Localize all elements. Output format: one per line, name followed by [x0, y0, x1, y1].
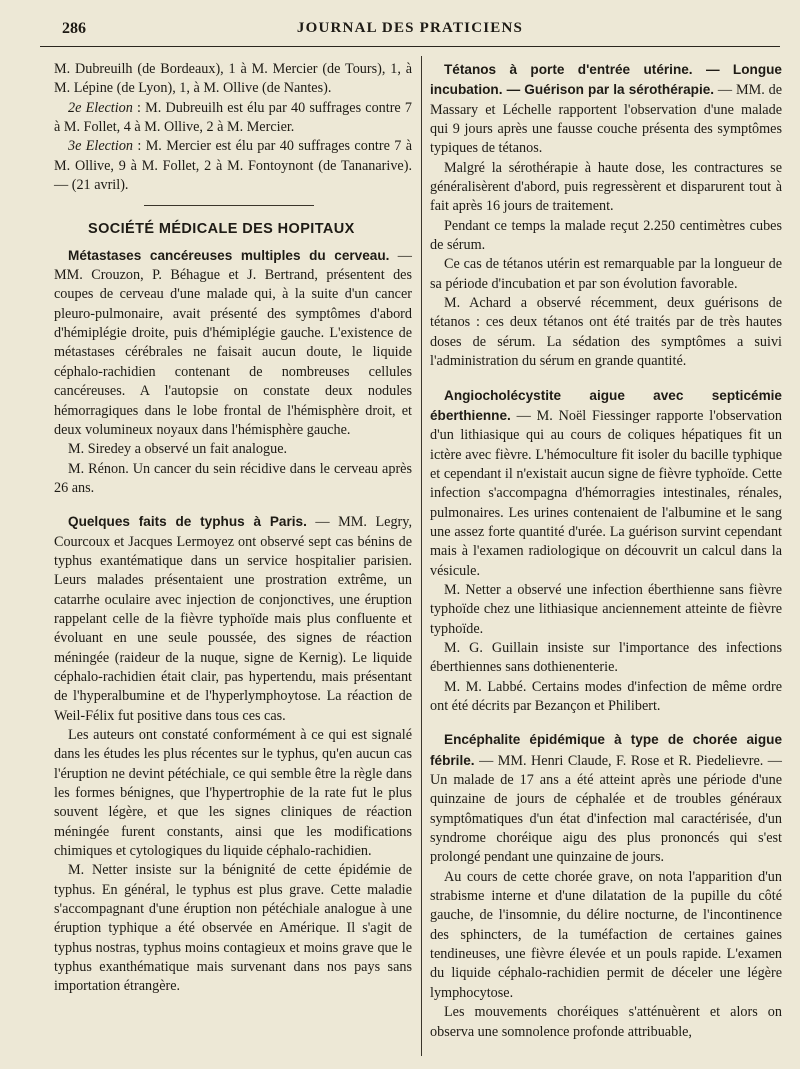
section-title: SOCIÉTÉ MÉDICALE DES HOPITAUX: [88, 221, 355, 238]
article-title: Tétanos à porte d'entrée utérine. — Longue incubation. — Guérison par la sérothérapie.: [430, 62, 782, 98]
election-2-label: 2e Election: [68, 99, 133, 116]
article-title: Encéphalite épidémique à type de chorée aigue fébrile.: [430, 732, 782, 768]
header-rule: [40, 46, 780, 47]
paragraph: Les auteurs ont constaté conformément à ce qui est signalé dans les études les plus récentes sur le typhus, qu'en aucun cas l'éruption ne devint pétéchiale, ce qui semble être la règle dans les formes bénignes, que l'hypertrophie de la rate fut le plus souvent légère, et que les signes cliniques de réaction méningée furent constants, ainsi que les modifications chimiques et cytologiques du liquide céphalo-rachidien.: [54, 727, 412, 860]
page-number: 286: [62, 20, 86, 37]
left-column: [54, 60, 412, 997]
paragraph: M. Netter a observé une infection éberthienne sans fièvre typhoïde chez une lithiasique anciennement atteinte de fièvre typhoïde.: [430, 581, 782, 637]
election-2-text: : M. Dubreuilh est élu par 40 suffrages contre 7 à M. Follet, 4 à M. Ollive, 2 à M. Mercier.: [54, 99, 412, 136]
spacer: [54, 498, 412, 512]
article-text: — MM. Henri Claude, F. Rose et R. Piedelievre. — Un malade de 17 ans a été atteint après une période d'une quinzaine de jours de céphalée et de troubles généraux symptômatiques d'un état d'infection mal caractérisée, d'un syndrome choréique aigu des plus prononcés qui s'est prolongé pendant une quinzaine de jours.: [430, 752, 782, 866]
article-typhus: [54, 512, 412, 726]
page-header: [40, 18, 780, 46]
article-encephalite: [430, 730, 782, 867]
paragraph: Ce cas de tétanos utérin est remarquable par la longueur de sa période d'incubation et par son évolution favorable.: [430, 256, 782, 292]
article-metastases: [54, 246, 412, 440]
paragraph: M. Achard a observé récemment, deux guérisons de tétanos : ces deux tétanos ont été traités par de très hautes doses de sérum. La sédation des symptômes a suivi l'administration du sérum en grande quantité.: [430, 295, 782, 370]
column-divider: [421, 56, 422, 1056]
election-3-label: 3e Election: [68, 138, 134, 155]
spacer: [430, 716, 782, 730]
article-angiocholecystite: [430, 386, 782, 581]
journal-title: JOURNAL DES PRATICIENS: [296, 20, 524, 36]
paragraph: M. Netter insiste sur la bénignité de cette épidémie de typhus. En général, le typhus est plus grave. Cette maladie s'accompagnant d'une éruption non pétéchiale analogue à une éruption typhique a été observée en Amérique. Il s'agit de typhus nostras, typhus moins contagieux et moins grave que le typhus exanthématique mais survenant dans nos pays sans importation étrangère.: [54, 862, 412, 995]
paragraph: Les mouvements choréiques s'atténuèrent et alors on observa une somnolence profonde attribuable,: [430, 1004, 782, 1040]
article-title: Métastases cancéreuses multiples du cerveau.: [68, 247, 390, 263]
article-text: — MM. Legry, Courcoux et Jacques Lermoyez ont observé sept cas bénins de typhus exantématique dans un service hospitalier parisien. Leurs malades présentaient une prostration extrême, un catarrhe oculaire avec injection de conjonctives, une éruption rappelant celle de la fièvre typhoïde mais plus confluente et évoluant en une seule poussée, des signes de réaction méningée (raideur de la nuque, signe de Kernig). Le liquide céphalo-rachidien était clair, pas hypertendu, mais présentant de l'hyperalbumine et de l'hyperlymphoytose. La réaction de Weil-Félix fut positive dans tous ces cas.: [54, 514, 412, 724]
paragraph: M. Siredey a observé un fait analogue.: [68, 441, 288, 458]
paragraph: Malgré la sérothérapie à haute dose, les contractures se généralisèrent d'abord, puis regressèrent et disparurent tout à fait après 16 jours de traitement.: [430, 159, 782, 215]
article-title: Quelques faits de typhus à Paris.: [68, 514, 307, 530]
right-column: [430, 60, 782, 1042]
election-intro: M. Dubreuilh (de Bordeaux), 1 à M. Mercier (de Tours), 1, à M. Lépine (de Lyon), 1, à M. Ollive (de Nantes).: [54, 61, 412, 97]
spacer: [430, 372, 782, 386]
article-title: Angiocholécystite aigue avec septicémie éberthienne.: [430, 387, 782, 423]
paragraph: M. M. Labbé. Certains modes d'infection de même ordre ont été décrits par Bezançon et Philibert.: [430, 678, 782, 714]
article-text: — M. Noël Fiessinger rapporte l'observation d'un lithiasique qui au cours de coliques hépatiques fit un ictère avec fièvre. L'hémoculture fit isoler du bacille typhique et cependant il n'existait aucun signe de fièvre typhoïde. Cette infection s'accompagna d'hémorragies intestinales, rénales, pulmonaires. Les urines contenaient de l'albumine et le sang une assez forte quantité d'urée. La guérison survint cependant mais à l'examen radiologique on découvrit un calcul dans la vésicule.: [430, 407, 782, 579]
election-3: [54, 137, 412, 195]
paragraph: Pendant ce temps la malade reçut 2.250 centimètres cubes de sérum.: [430, 217, 782, 254]
article-text: — MM. Crouzon, P. Béhague et J. Bertrand, présentent des coupes de cerveau d'une malade qui, à la suite d'un cancer pleuro-pulmonaire, avait présenté des symptômes d'abord d'hémiplégie droite, puis d'hémiplégie gauche. L'existence de métastases cérébrales ne faisait aucun doute, le liquide céphalo-rachidien contenant de nombreuses cellules cancéreuses. A l'autopsie on constate deux nodules hémorragiques dans le lobe frontal de l'hémisphère droit, et deux volumineux noyaux dans l'hémisphère gauche.: [54, 247, 412, 438]
paragraph: M. Rénon. Un cancer du sein récidive dans le cerveau après 26 ans.: [54, 460, 412, 496]
section-separator: [144, 205, 314, 206]
paragraph: Au cours de cette chorée grave, on nota l'apparition d'un strabisme interne et d'une dilatation de la pupille du côté gauche, de l'insomnie, du délire nocturne, de l'incontinence des sphincters, de la tuméfaction de certaines gaines tendineuses, une fièvre élevée et un pouls rapide. L'examen du liquide céphalo-rachidien permit de déceler une légère lymphocytose.: [430, 868, 782, 1001]
election-3-text: : M. Mercier est élu par 40 suffrages contre 7 à M. Ollive, 9 à M. Follet, 2 à M. Fontoynont (de Tananarive). — (21 avril).: [54, 138, 412, 194]
article-text: — MM. de Massary et Léchelle rapportent l'observation d'une malade qui 9 jours après une fausse couche présenta des symptômes typiques de tétanos.: [430, 82, 782, 157]
article-tetanos: [430, 60, 782, 159]
election-2: [54, 99, 412, 138]
paragraph: M. G. Guillain insiste sur l'importance des infections éberthiennes sans dothienenterie.: [430, 639, 782, 676]
